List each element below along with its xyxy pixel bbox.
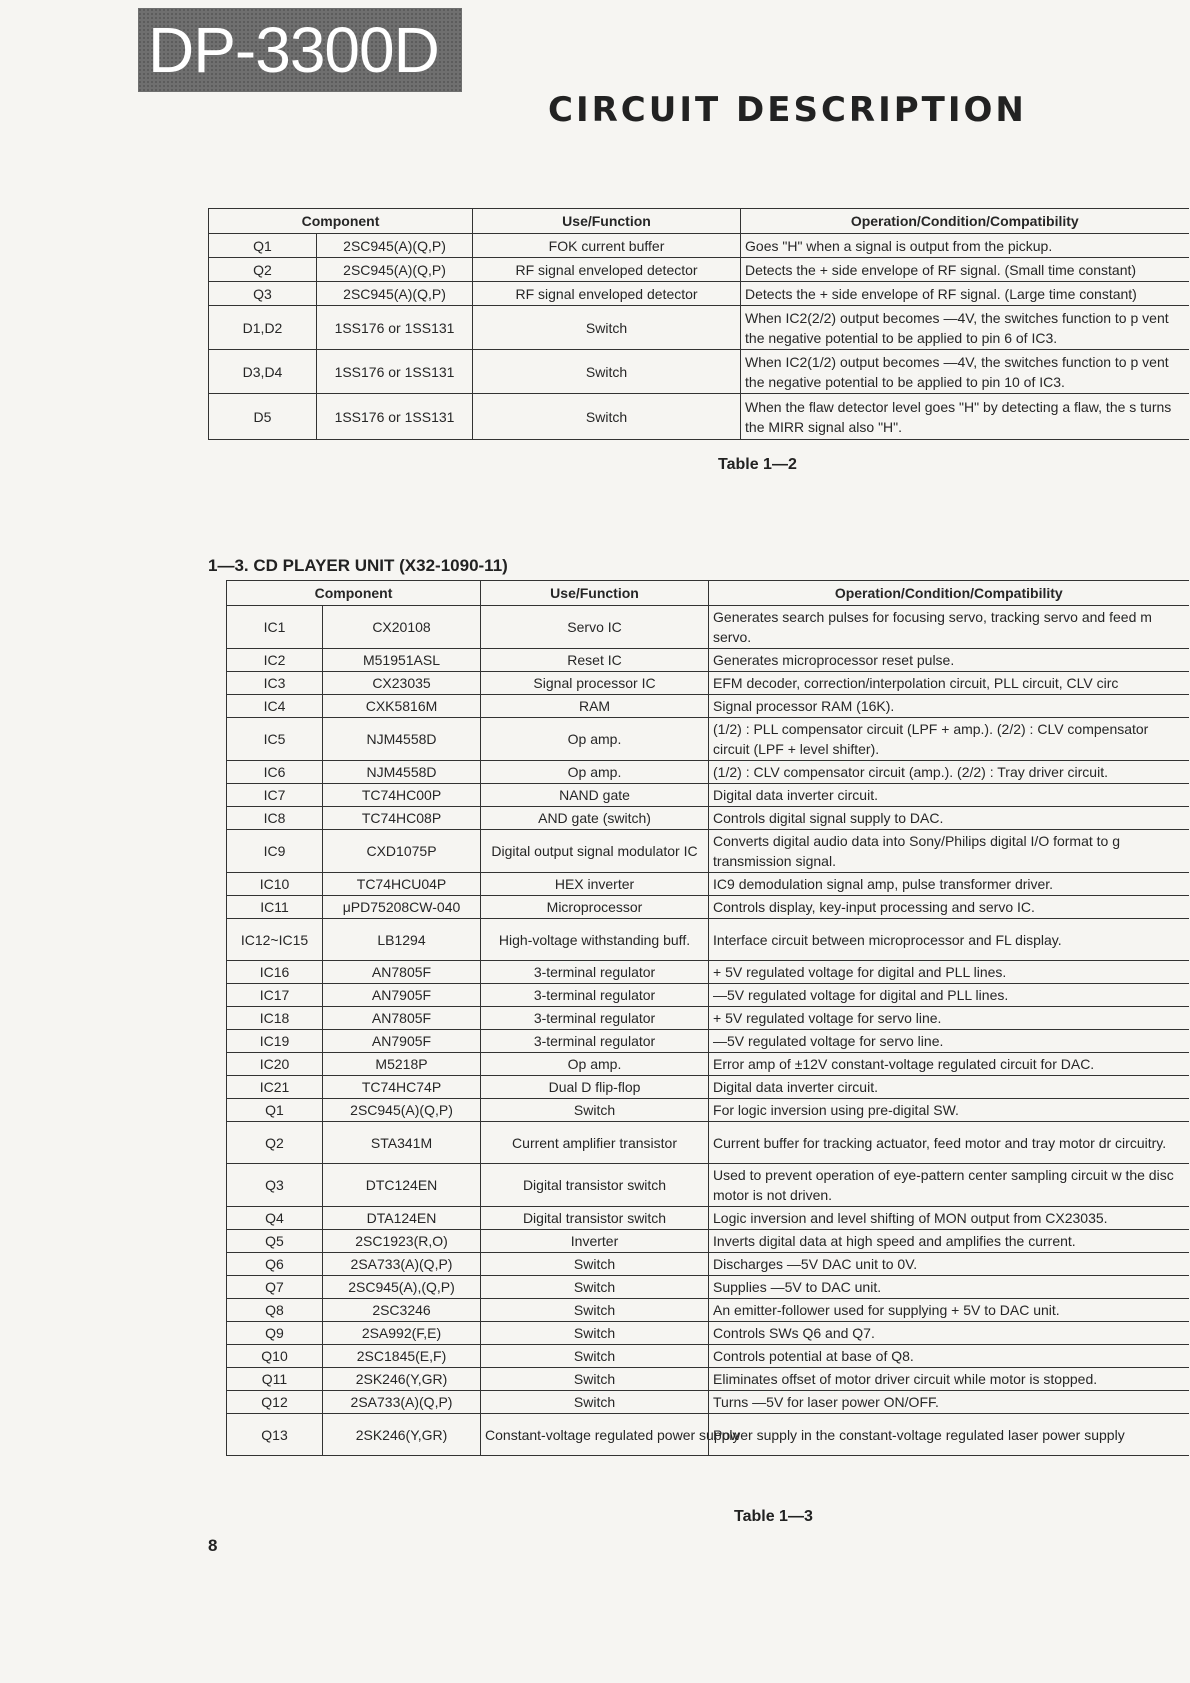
part-number-cell: 1SS176 or 1SS131: [317, 394, 473, 440]
operation-cell: Digital data inverter circuit.: [709, 1076, 1189, 1099]
table-row: [227, 649, 1189, 672]
part-number-cell: CX23035: [323, 672, 481, 695]
component-ref-cell: Q3: [227, 1164, 323, 1207]
component-ref-cell: D5: [209, 394, 317, 440]
part-number-cell: DTA124EN: [323, 1207, 481, 1230]
use-function-cell: Switch: [481, 1253, 709, 1276]
part-number-cell: 2SC3246: [323, 1299, 481, 1322]
table-row: [227, 695, 1189, 718]
table-row: [227, 1164, 1189, 1207]
part-number-cell: TC74HC74P: [323, 1076, 481, 1099]
operation-cell: Detects the + side envelope of RF signal. (Large time constant): [741, 282, 1189, 306]
table-row: [227, 984, 1189, 1007]
use-function-cell: RF signal enveloped detector: [473, 282, 741, 306]
use-function-cell: Switch: [473, 394, 741, 440]
part-number-cell: 2SC945(A),(Q,P): [323, 1276, 481, 1299]
component-ref-cell: IC7: [227, 784, 323, 807]
operation-cell: + 5V regulated voltage for servo line.: [709, 1007, 1189, 1030]
use-function-cell: 3-terminal regulator: [481, 1007, 709, 1030]
use-function-cell: Switch: [473, 306, 741, 350]
component-ref-cell: Q3: [209, 282, 317, 306]
operation-cell: IC9 demodulation signal amp, pulse transformer driver.: [709, 873, 1189, 896]
use-function-cell: Microprocessor: [481, 896, 709, 919]
operation-cell: Detects the + side envelope of RF signal. (Small time constant): [741, 258, 1189, 282]
operation-cell: Goes "H" when a signal is output from the pickup.: [741, 234, 1189, 258]
part-number-cell: 2SC945(A)(Q,P): [317, 258, 473, 282]
component-ref-cell: Q5: [227, 1230, 323, 1253]
component-ref-cell: Q10: [227, 1345, 323, 1368]
table-row: [227, 1230, 1189, 1253]
operation-cell: Interface circuit between microprocessor and FL display.: [709, 919, 1189, 961]
component-ref-cell: IC1: [227, 606, 323, 649]
table-row: [227, 1007, 1189, 1030]
use-function-cell: 3-terminal regulator: [481, 984, 709, 1007]
part-number-cell: AN7805F: [323, 1007, 481, 1030]
component-ref-cell: IC4: [227, 695, 323, 718]
use-function-cell: RF signal enveloped detector: [473, 258, 741, 282]
table-row: [227, 1391, 1189, 1414]
table-row: [227, 807, 1189, 830]
use-function-cell: Digital transistor switch: [481, 1207, 709, 1230]
part-number-cell: 2SA733(A)(Q,P): [323, 1253, 481, 1276]
operation-cell: Power supply in the constant-voltage regulated laser power supply: [709, 1414, 1189, 1456]
part-number-cell: AN7905F: [323, 984, 481, 1007]
table-row: [227, 1030, 1189, 1053]
component-ref-cell: Q9: [227, 1322, 323, 1345]
part-number-cell: AN7905F: [323, 1030, 481, 1053]
section-heading: 1—3. CD PLAYER UNIT (X32-1090-11): [208, 556, 508, 575]
table-row: [227, 1345, 1189, 1368]
component-ref-cell: Q1: [209, 234, 317, 258]
model-badge: [138, 8, 462, 92]
component-table-1-2: [208, 208, 1189, 440]
use-function-cell: Signal processor IC: [481, 672, 709, 695]
table-row: [209, 350, 1189, 394]
table-caption-1-3: Table 1—3: [734, 1508, 813, 1525]
operation-cell: Controls SWs Q6 and Q7.: [709, 1322, 1189, 1345]
operation-cell: Used to prevent operation of eye-pattern center sampling circuit w the disc motor is not driven.: [709, 1164, 1189, 1207]
operation-cell: When IC2(1/2) output becomes —4V, the switches function to p vent the negative potential to be applied to pin 10 of IC3.: [741, 350, 1189, 394]
table-header-row: [227, 581, 1189, 606]
part-number-cell: TC74HCU04P: [323, 873, 481, 896]
operation-cell: EFM decoder, correction/interpolation circuit, PLL circuit, CLV circ: [709, 672, 1189, 695]
table-row: [227, 1414, 1189, 1456]
use-function-cell: Switch: [481, 1099, 709, 1122]
component-ref-cell: IC9: [227, 830, 323, 873]
table-row: [227, 961, 1189, 984]
operation-cell: Generates microprocessor reset pulse.: [709, 649, 1189, 672]
operation-cell: (1/2) : CLV compensator circuit (amp.). (2/2) : Tray driver circuit.: [709, 761, 1189, 784]
part-number-cell: TC74HC00P: [323, 784, 481, 807]
use-function-cell: Op amp.: [481, 718, 709, 761]
component-ref-cell: Q8: [227, 1299, 323, 1322]
part-number-cell: 2SC945(A)(Q,P): [317, 282, 473, 306]
use-function-cell: Switch: [481, 1276, 709, 1299]
table-header-row: [209, 209, 1189, 234]
component-ref-cell: D3,D4: [209, 350, 317, 394]
component-ref-cell: IC16: [227, 961, 323, 984]
table-row: [227, 1299, 1189, 1322]
table-row: [227, 1099, 1189, 1122]
use-function-cell: Inverter: [481, 1230, 709, 1253]
component-ref-cell: IC17: [227, 984, 323, 1007]
operation-cell: For logic inversion using pre-digital SW.: [709, 1099, 1189, 1122]
table-row: [227, 1207, 1189, 1230]
use-function-cell: Digital transistor switch: [481, 1164, 709, 1207]
column-header-component: Component: [209, 209, 473, 234]
operation-cell: An emitter-follower used for supplying + 5V to DAC unit.: [709, 1299, 1189, 1322]
component-ref-cell: IC2: [227, 649, 323, 672]
table-row: [209, 394, 1189, 440]
column-header-operation: Operation/Condition/Compatibility: [709, 581, 1189, 606]
component-ref-cell: Q2: [209, 258, 317, 282]
component-ref-cell: IC21: [227, 1076, 323, 1099]
use-function-cell: Reset IC: [481, 649, 709, 672]
table-row: [227, 1053, 1189, 1076]
use-function-cell: NAND gate: [481, 784, 709, 807]
component-ref-cell: IC3: [227, 672, 323, 695]
use-function-cell: HEX inverter: [481, 873, 709, 896]
part-number-cell: 1SS176 or 1SS131: [317, 306, 473, 350]
operation-cell: (1/2) : PLL compensator circuit (LPF + amp.). (2/2) : CLV compensator circuit (LPF + level shifter).: [709, 718, 1189, 761]
use-function-cell: Switch: [481, 1391, 709, 1414]
part-number-cell: STA341M: [323, 1122, 481, 1164]
component-ref-cell: IC6: [227, 761, 323, 784]
operation-cell: Signal processor RAM (16K).: [709, 695, 1189, 718]
component-ref-cell: Q6: [227, 1253, 323, 1276]
operation-cell: + 5V regulated voltage for digital and PLL lines.: [709, 961, 1189, 984]
component-ref-cell: IC5: [227, 718, 323, 761]
table-row: [227, 1368, 1189, 1391]
table-row: [227, 1076, 1189, 1099]
table-row: [227, 919, 1189, 961]
use-function-cell: 3-terminal regulator: [481, 1030, 709, 1053]
operation-cell: Converts digital audio data into Sony/Philips digital I/O format to g transmission signal.: [709, 830, 1189, 873]
operation-cell: Controls display, key-input processing and servo IC.: [709, 896, 1189, 919]
operation-cell: Error amp of ±12V constant-voltage regulated circuit for DAC.: [709, 1053, 1189, 1076]
table-row: [227, 718, 1189, 761]
component-ref-cell: Q1: [227, 1099, 323, 1122]
use-function-cell: Current amplifier transistor: [481, 1122, 709, 1164]
part-number-cell: 2SK246(Y,GR): [323, 1368, 481, 1391]
operation-cell: Generates search pulses for focusing servo, tracking servo and feed m servo.: [709, 606, 1189, 649]
component-table-1-3: [226, 580, 1189, 1456]
use-function-cell: Digital output signal modulator IC: [481, 830, 709, 873]
part-number-cell: TC74HC08P: [323, 807, 481, 830]
use-function-cell: Servo IC: [481, 606, 709, 649]
part-number-cell: 2SC945(A)(Q,P): [323, 1099, 481, 1122]
use-function-cell: Op amp.: [481, 1053, 709, 1076]
component-ref-cell: IC19: [227, 1030, 323, 1053]
component-ref-cell: IC12~IC15: [227, 919, 323, 961]
table-row: [227, 830, 1189, 873]
part-number-cell: CXK5816M: [323, 695, 481, 718]
part-number-cell: CX20108: [323, 606, 481, 649]
operation-cell: Discharges —5V DAC unit to 0V.: [709, 1253, 1189, 1276]
use-function-cell: Switch: [481, 1368, 709, 1391]
operation-cell: Eliminates offset of motor driver circuit while motor is stopped.: [709, 1368, 1189, 1391]
use-function-cell: Constant-voltage regulated power supply: [481, 1414, 709, 1456]
operation-cell: Inverts digital data at high speed and amplifies the current.: [709, 1230, 1189, 1253]
table-row: [227, 1122, 1189, 1164]
use-function-cell: Op amp.: [481, 761, 709, 784]
operation-cell: Controls digital signal supply to DAC.: [709, 807, 1189, 830]
table-row: [227, 672, 1189, 695]
operation-cell: Digital data inverter circuit.: [709, 784, 1189, 807]
part-number-cell: M5218P: [323, 1053, 481, 1076]
column-header-operation: Operation/Condition/Compatibility: [741, 209, 1189, 234]
component-ref-cell: Q2: [227, 1122, 323, 1164]
operation-cell: Logic inversion and level shifting of MON output from CX23035.: [709, 1207, 1189, 1230]
part-number-cell: M51951ASL: [323, 649, 481, 672]
operation-cell: —5V regulated voltage for digital and PLL lines.: [709, 984, 1189, 1007]
part-number-cell: NJM4558D: [323, 718, 481, 761]
model-name: DP-3300D: [148, 14, 439, 86]
part-number-cell: 2SC1923(R,O): [323, 1230, 481, 1253]
operation-cell: When IC2(2/2) output becomes —4V, the switches function to p vent the negative potential to be applied to pin 6 of IC3.: [741, 306, 1189, 350]
part-number-cell: μPD75208CW-040: [323, 896, 481, 919]
component-ref-cell: D1,D2: [209, 306, 317, 350]
use-function-cell: Dual D flip-flop: [481, 1076, 709, 1099]
use-function-cell: High-voltage withstanding buff.: [481, 919, 709, 961]
column-header-use: Use/Function: [481, 581, 709, 606]
part-number-cell: 2SC945(A)(Q,P): [317, 234, 473, 258]
component-ref-cell: IC11: [227, 896, 323, 919]
use-function-cell: RAM: [481, 695, 709, 718]
table-row: [209, 258, 1189, 282]
operation-cell: Controls potential at base of Q8.: [709, 1345, 1189, 1368]
part-number-cell: LB1294: [323, 919, 481, 961]
use-function-cell: Switch: [473, 350, 741, 394]
component-ref-cell: Q7: [227, 1276, 323, 1299]
page-title: CIRCUIT DESCRIPTION: [548, 90, 1027, 130]
part-number-cell: 2SK246(Y,GR): [323, 1414, 481, 1456]
use-function-cell: 3-terminal regulator: [481, 961, 709, 984]
table-body: [209, 234, 1189, 440]
use-function-cell: FOK current buffer: [473, 234, 741, 258]
part-number-cell: NJM4558D: [323, 761, 481, 784]
component-ref-cell: IC8: [227, 807, 323, 830]
use-function-cell: AND gate (switch): [481, 807, 709, 830]
use-function-cell: Switch: [481, 1299, 709, 1322]
table-row: [209, 306, 1189, 350]
component-ref-cell: Q13: [227, 1414, 323, 1456]
operation-cell: —5V regulated voltage for servo line.: [709, 1030, 1189, 1053]
part-number-cell: DTC124EN: [323, 1164, 481, 1207]
table-row: [227, 1322, 1189, 1345]
component-ref-cell: IC18: [227, 1007, 323, 1030]
operation-cell: Turns —5V for laser power ON/OFF.: [709, 1391, 1189, 1414]
table-row: [227, 606, 1189, 649]
part-number-cell: 1SS176 or 1SS131: [317, 350, 473, 394]
table-row: [209, 282, 1189, 306]
table-caption-1-2: Table 1—2: [718, 456, 797, 473]
table-body: [227, 606, 1189, 1456]
operation-cell: Supplies —5V to DAC unit.: [709, 1276, 1189, 1299]
page-number: 8: [208, 1536, 218, 1555]
part-number-cell: 2SA992(F,E): [323, 1322, 481, 1345]
use-function-cell: Switch: [481, 1345, 709, 1368]
part-number-cell: AN7805F: [323, 961, 481, 984]
table-row: [227, 896, 1189, 919]
operation-cell: When the flaw detector level goes "H" by detecting a flaw, the s turns the MIRR signal also "H".: [741, 394, 1189, 440]
table-row: [227, 1253, 1189, 1276]
column-header-use: Use/Function: [473, 209, 741, 234]
use-function-cell: Switch: [481, 1322, 709, 1345]
part-number-cell: CXD1075P: [323, 830, 481, 873]
operation-cell: Current buffer for tracking actuator, feed motor and tray motor dr circuitry.: [709, 1122, 1189, 1164]
component-ref-cell: Q4: [227, 1207, 323, 1230]
table-row: [227, 761, 1189, 784]
part-number-cell: 2SC1845(E,F): [323, 1345, 481, 1368]
component-ref-cell: Q12: [227, 1391, 323, 1414]
component-ref-cell: IC20: [227, 1053, 323, 1076]
column-header-component: Component: [227, 581, 481, 606]
table-row: [209, 234, 1189, 258]
component-ref-cell: IC10: [227, 873, 323, 896]
table-row: [227, 784, 1189, 807]
component-ref-cell: Q11: [227, 1368, 323, 1391]
table-row: [227, 873, 1189, 896]
table-row: [227, 1276, 1189, 1299]
part-number-cell: 2SA733(A)(Q,P): [323, 1391, 481, 1414]
